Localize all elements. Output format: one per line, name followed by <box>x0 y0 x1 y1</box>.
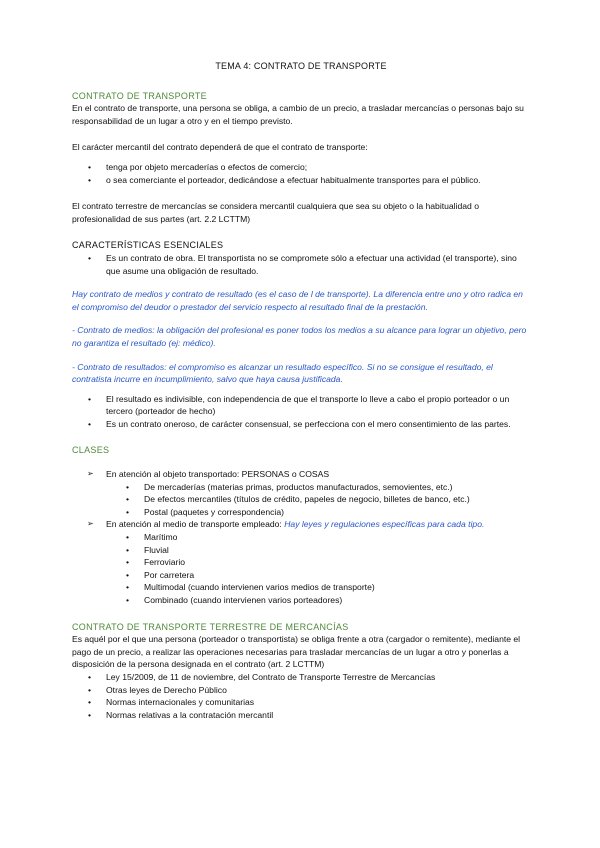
heading-caracteristicas: CARACTERÍSTICAS ESENCIALES <box>72 240 224 251</box>
list-contrato-obra <box>72 252 530 277</box>
list-item: • Normas internacionales y comunitarias <box>72 696 530 709</box>
list-item: • De mercaderías (materias primas, productos manufacturados, semovientes, etc.) <box>72 481 530 494</box>
sublist-wrapper <box>72 531 530 607</box>
paragraph-definicion: En el contrato de transporte, una persona se obliga, a cambio de un precio, a trasladar mercancías o personas bajo su responsabilidad de un lugar a otro y en el tiempo previsto. <box>72 103 524 126</box>
sublist-wrapper <box>72 481 530 519</box>
heading-clases: CLASES <box>72 445 110 456</box>
list-item: • Postal (paquetes y correspondencia) <box>72 506 530 519</box>
paragraph-definicion-terrestre: Es aquél por el que una persona (porteador o transportista) se obliga frente a otra (cargador o remitente), mediante el pago de un precio, a realizar las operaciones necesarias para trasladar mercancías de un lugar a otro y ponerlas a disposición de la persona designada en el contrato (art. 2 LCTTM) <box>72 634 521 670</box>
document-title: TEMA 4: CONTRATO DE TRANSPORTE <box>215 61 387 71</box>
list-item: • Marítimo <box>72 531 530 544</box>
document-page <box>72 60 530 721</box>
list-item: • Combinado (cuando intervienen varios porteadores) <box>72 594 530 607</box>
list-item: • De efectos mercantiles (títulos de crédito, papeles de negocio, billetes de banco, etc.) <box>72 493 530 506</box>
paragraph-contrato-terrestre: El contrato terrestre de mercancías se considera mercantil cualquiera que sea su objeto o la habitualidad o profesionalidad de sus partes (art. 2.2 LCTTM) <box>72 201 480 224</box>
list-item: • Es un contrato oneroso, de carácter consensual, se perfecciona con el mero consentimiento de las partes. <box>72 418 530 431</box>
sublist-objeto <box>72 481 530 519</box>
note-contrato-resultados: - Contrato de resultados: el compromiso es alcanzar un resultado específico. Si no se consigue el resultado, el contratista incurre en incumplimiento, salvo que haya causa justificada. <box>72 361 493 385</box>
heading-contrato-transporte: CONTRATO DE TRANSPORTE <box>72 90 207 101</box>
medio-label: En atención al medio de transporte empleado: <box>106 519 285 530</box>
list-clases <box>72 468 530 607</box>
list-item: • Fluvial <box>72 544 530 557</box>
list-item: • Multimodal (cuando intervienen varios medios de transporte) <box>72 581 530 594</box>
list-normativa <box>72 671 530 721</box>
heading-terrestre-mercancias: CONTRATO DE TRANSPORTE TERRESTRE DE MERCANCÍAS <box>72 621 349 632</box>
note-contrato-medios: - Contrato de medios: la obligación del profesional es poner todos los medios a su alcance para lograr un objetivo, pero no garantiza el resultado (ej: médico). <box>72 325 527 348</box>
list-caracter-mercantil <box>72 161 530 186</box>
list-item: • Otras leyes de Derecho Público <box>72 684 530 697</box>
list-item: • Normas relativas a la contratación mercantil <box>72 709 530 722</box>
sublist-medio <box>72 531 530 607</box>
note-medios-resultado: Hay contrato de medios y contrato de resultado (es el caso de l de transporte). La diferencia entre uno y otro radica en el compromiso del deudor o prestador del servicio respecto al resultado final de la prestación. <box>72 289 523 312</box>
list-caracteristicas <box>72 393 530 431</box>
paragraph-caracter-mercantil: El carácter mercantil del contrato dependerá de que el contrato de transporte: <box>72 142 368 153</box>
list-item: • Ferroviario <box>72 556 530 569</box>
list-item: • Es un contrato de obra. El transportista no se compromete sólo a efectuar una actividad (el transporte), sino que asume una obligación de resultado. <box>72 252 530 277</box>
list-item-objeto: ➢ En atención al objeto transportado: PERSONAS o COSAS <box>72 468 530 481</box>
medio-note: Hay leyes y regulaciones específicas para cada tipo. <box>284 519 485 530</box>
list-item: • Ley 15/2009, de 11 de noviembre, del Contrato de Transporte Terrestre de Mercancías <box>72 671 530 684</box>
list-item: • tenga por objeto mercaderías o efectos de comercio; <box>72 161 530 174</box>
list-item-medio <box>72 518 530 531</box>
list-item: • o sea comerciante el porteador, dedicándose a efectuar habitualmente transportes para el público. <box>72 174 530 187</box>
list-item: • El resultado es indivisible, con independencia de que el transporte lo lleve a cabo el propio porteador o un tercero (porteador de hecho) <box>72 393 530 418</box>
list-item: • Por carretera <box>72 569 530 582</box>
